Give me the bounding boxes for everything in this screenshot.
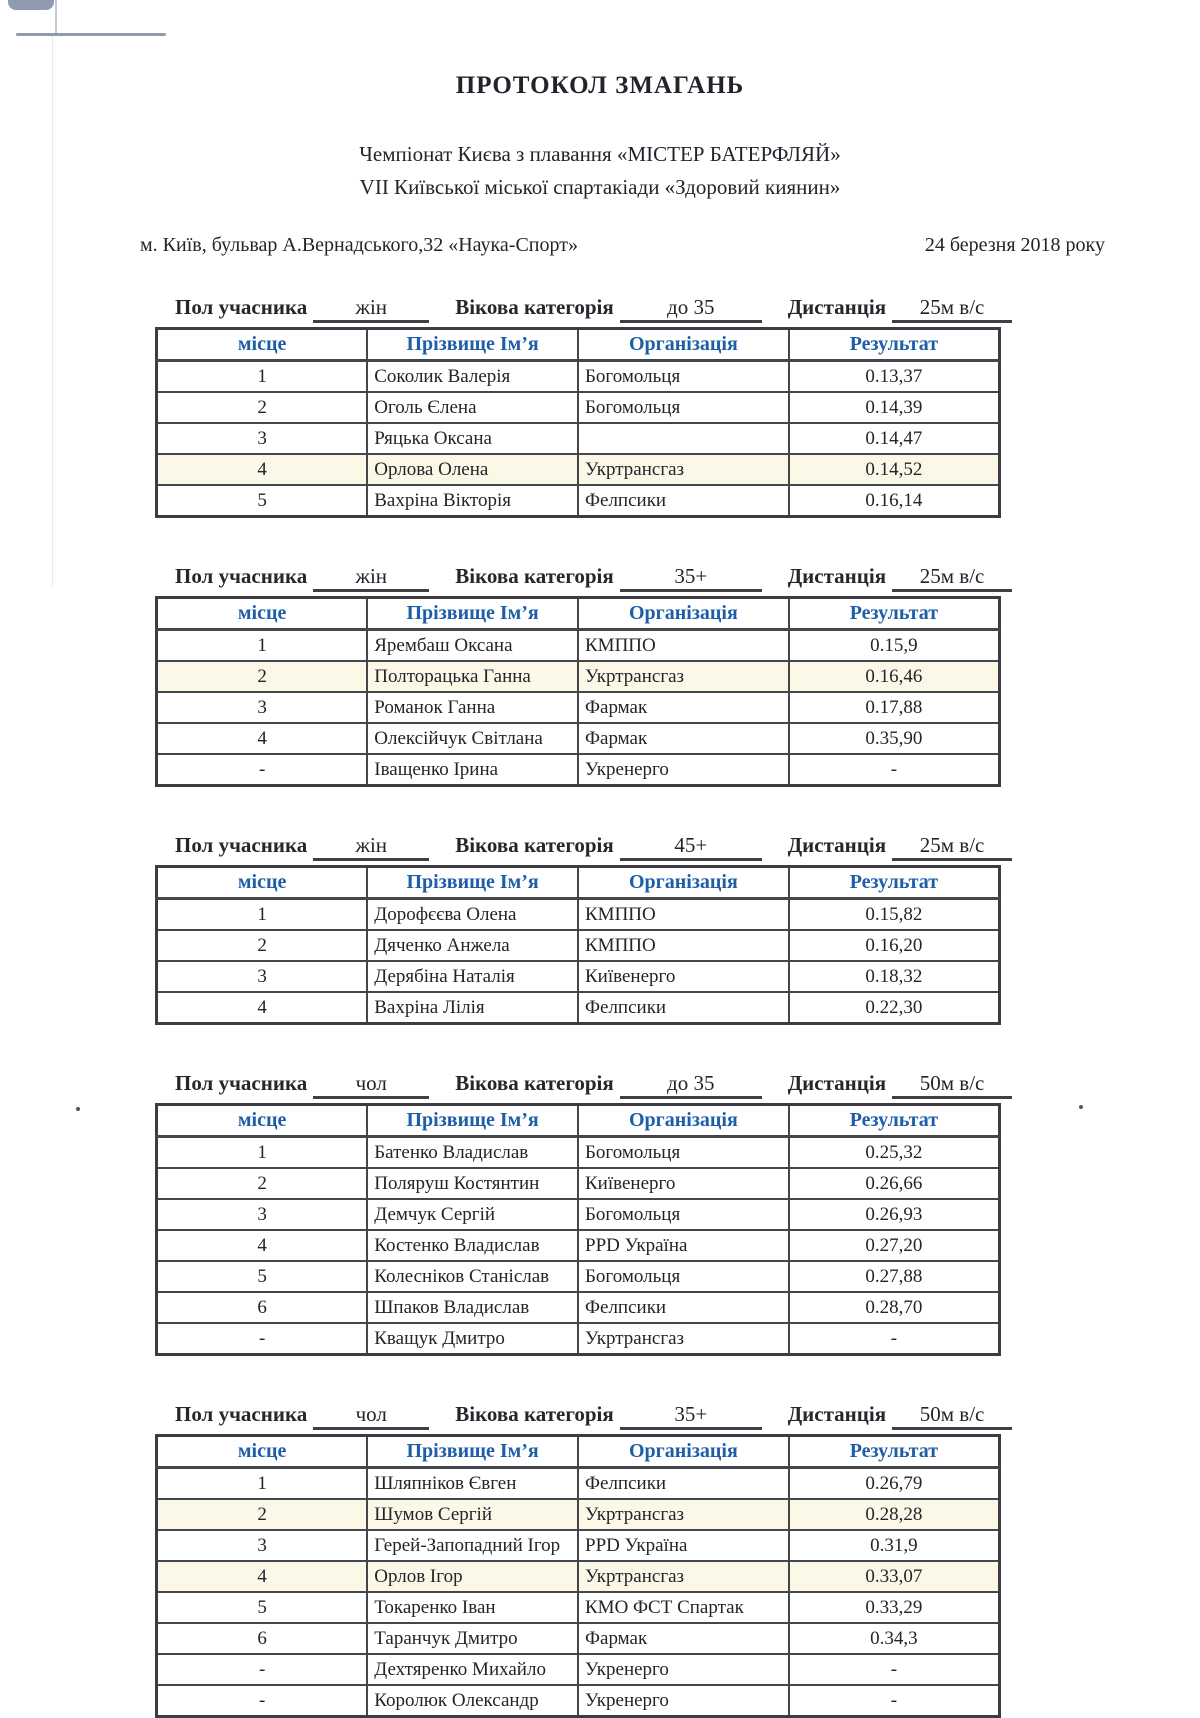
distance-value: 25м в/с (892, 833, 1012, 861)
results-table (155, 1103, 1001, 1356)
age-category-value: до 35 (620, 1071, 762, 1099)
sections (155, 295, 1001, 1718)
place-cell: 3 (157, 1199, 368, 1230)
result-cell: 0.33,29 (789, 1592, 1000, 1623)
column-header: Прізвище Ім’я (367, 329, 578, 361)
name-cell: Ряцька Оксана (367, 423, 578, 454)
age-category-value: 45+ (620, 833, 762, 861)
table-header-row (157, 598, 1000, 630)
organization-cell: PPD Україна (578, 1230, 789, 1261)
table-row (157, 485, 1000, 517)
scan-crease-vertical (55, 0, 57, 34)
name-cell: Орлов Ігор (367, 1561, 578, 1592)
age-category-label: Вікова категорія (455, 833, 614, 857)
result-cell: 0.14,39 (789, 392, 1000, 423)
gender-label: Пол учасника (175, 295, 308, 319)
column-header: Прізвище Ім’я (367, 1436, 578, 1468)
gender-value: чол (313, 1402, 429, 1430)
table-row (157, 454, 1000, 485)
column-header: місце (157, 1436, 368, 1468)
result-cell: 0.22,30 (789, 992, 1000, 1024)
name-cell: Кващук Дмитро (367, 1323, 578, 1355)
table-row (157, 1592, 1000, 1623)
column-header: Результат (789, 1436, 1000, 1468)
scan-crease-faint (52, 36, 53, 586)
column-header: Результат (789, 329, 1000, 361)
place-cell: 3 (157, 1530, 368, 1561)
results-table (155, 865, 1001, 1025)
ink-speck (76, 1107, 80, 1111)
name-cell: Таранчук Дмитро (367, 1623, 578, 1654)
table-row (157, 1199, 1000, 1230)
column-header: Прізвище Ім’я (367, 867, 578, 899)
column-header: Організація (578, 867, 789, 899)
result-cell: 0.17,88 (789, 692, 1000, 723)
section-header (155, 1402, 1001, 1430)
results-section (155, 833, 1001, 1025)
table-row (157, 692, 1000, 723)
result-cell: 0.16,14 (789, 485, 1000, 517)
name-cell: Королюк Олександр (367, 1685, 578, 1717)
name-cell: Іващенко Ірина (367, 754, 578, 786)
organization-cell: Фелпсики (578, 1292, 789, 1323)
distance-value: 25м в/с (892, 564, 1012, 592)
result-cell: 0.31,9 (789, 1530, 1000, 1561)
column-header: Прізвище Ім’я (367, 1105, 578, 1137)
result-cell: - (789, 754, 1000, 786)
column-header: Організація (578, 598, 789, 630)
organization-cell: Богомольця (578, 1261, 789, 1292)
age-category-value: до 35 (620, 295, 762, 323)
age-category-value: 35+ (620, 1402, 762, 1430)
gender-label: Пол учасника (175, 1402, 308, 1426)
table-row (157, 392, 1000, 423)
place-cell: 2 (157, 661, 368, 692)
table-row (157, 1168, 1000, 1199)
name-cell: Вахріна Вікторія (367, 485, 578, 517)
name-cell: Поляруш Костянтин (367, 1168, 578, 1199)
place-cell: 4 (157, 1230, 368, 1261)
table-header-row (157, 867, 1000, 899)
gender-label: Пол учасника (175, 833, 308, 857)
results-table (155, 1434, 1001, 1718)
name-cell: Романок Ганна (367, 692, 578, 723)
name-cell: Колесніков Станіслав (367, 1261, 578, 1292)
table-header-row (157, 1436, 1000, 1468)
table-row (157, 1261, 1000, 1292)
name-cell: Дерябіна Наталія (367, 961, 578, 992)
place-cell: 1 (157, 1468, 368, 1500)
result-cell: 0.33,07 (789, 1561, 1000, 1592)
results-section (155, 1402, 1001, 1718)
place-cell: 5 (157, 1261, 368, 1292)
distance-label: Дистанція (787, 1402, 887, 1426)
result-cell: 0.34,3 (789, 1623, 1000, 1654)
place-cell: 1 (157, 1137, 368, 1169)
table-row (157, 1499, 1000, 1530)
date-text: 24 березня 2018 року (924, 234, 1105, 256)
gender-value: жін (313, 833, 429, 861)
result-cell: 0.14,47 (789, 423, 1000, 454)
results-table (155, 327, 1001, 518)
name-cell: Олексійчук Світлана (367, 723, 578, 754)
distance-label: Дистанція (787, 1071, 887, 1095)
name-cell: Дехтяренко Михайло (367, 1654, 578, 1685)
place-cell: 5 (157, 485, 368, 517)
organization-cell: Фармак (578, 723, 789, 754)
table-row (157, 723, 1000, 754)
result-cell: 0.28,28 (789, 1499, 1000, 1530)
name-cell: Шляпніков Євген (367, 1468, 578, 1500)
result-cell: 0.16,20 (789, 930, 1000, 961)
name-cell: Костенко Владислав (367, 1230, 578, 1261)
table-row (157, 1137, 1000, 1169)
gender-label: Пол учасника (175, 564, 308, 588)
organization-cell: Фармак (578, 692, 789, 723)
table-row (157, 661, 1000, 692)
column-header: Результат (789, 1105, 1000, 1137)
place-cell: 2 (157, 1168, 368, 1199)
results-section (155, 295, 1001, 518)
organization-cell: Фармак (578, 1623, 789, 1654)
name-cell: Шпаков Владислав (367, 1292, 578, 1323)
name-cell: Демчук Сергій (367, 1199, 578, 1230)
place-cell: 5 (157, 1592, 368, 1623)
table-row (157, 961, 1000, 992)
result-cell: - (789, 1323, 1000, 1355)
organization-cell: Укртрансгаз (578, 661, 789, 692)
organization-cell: Укртрансгаз (578, 454, 789, 485)
gender-value: жін (313, 564, 429, 592)
place-cell: 4 (157, 992, 368, 1024)
gender-value: чол (313, 1071, 429, 1099)
place-cell: 6 (157, 1292, 368, 1323)
result-cell: 0.26,79 (789, 1468, 1000, 1500)
table-row (157, 361, 1000, 393)
organization-cell: Фелпсики (578, 485, 789, 517)
ink-speck (1079, 1105, 1083, 1109)
column-header: Прізвище Ім’я (367, 598, 578, 630)
table-header-row (157, 329, 1000, 361)
column-header: Організація (578, 1105, 789, 1137)
name-cell: Герей-Запопадний Ігор (367, 1530, 578, 1561)
age-category-label: Вікова категорія (455, 1071, 614, 1095)
name-cell: Оголь Єлена (367, 392, 578, 423)
organization-cell: КМППО (578, 899, 789, 931)
result-cell: 0.14,52 (789, 454, 1000, 485)
table-row (157, 930, 1000, 961)
result-cell: 0.26,93 (789, 1199, 1000, 1230)
organization-cell: Фелпсики (578, 1468, 789, 1500)
section-header (155, 833, 1001, 861)
organization-cell: КМО ФСТ Спартак (578, 1592, 789, 1623)
table-row (157, 992, 1000, 1024)
column-header: Результат (789, 867, 1000, 899)
table-row (157, 630, 1000, 662)
result-cell: 0.25,32 (789, 1137, 1000, 1169)
name-cell: Вахріна Лілія (367, 992, 578, 1024)
result-cell: 0.16,46 (789, 661, 1000, 692)
name-cell: Полторацька Ганна (367, 661, 578, 692)
section-header (155, 295, 1001, 323)
table-row (157, 1561, 1000, 1592)
organization-cell: Київенерго (578, 1168, 789, 1199)
organization-cell: Київенерго (578, 961, 789, 992)
result-cell: 0.27,88 (789, 1261, 1000, 1292)
results-section (155, 564, 1001, 787)
place-cell: - (157, 1685, 368, 1717)
organization-cell: Богомольця (578, 392, 789, 423)
result-cell: - (789, 1654, 1000, 1685)
gender-label: Пол учасника (175, 1071, 308, 1095)
column-header: Організація (578, 329, 789, 361)
place-cell: - (157, 1654, 368, 1685)
results-section (155, 1071, 1001, 1356)
table-row (157, 1685, 1000, 1717)
place-cell: 2 (157, 1499, 368, 1530)
name-cell: Орлова Олена (367, 454, 578, 485)
scan-corner-smudge (8, 0, 54, 10)
distance-label: Дистанція (787, 295, 887, 319)
table-row (157, 1623, 1000, 1654)
table-row (157, 1468, 1000, 1500)
name-cell: Шумов Сергій (367, 1499, 578, 1530)
result-cell: 0.27,20 (789, 1230, 1000, 1261)
result-cell: 0.18,32 (789, 961, 1000, 992)
spartakiad-name: VII Київської міської спартакіади «Здоровий киянин» (359, 175, 841, 199)
distance-label: Дистанція (787, 833, 887, 857)
place-cell: 4 (157, 1561, 368, 1592)
organization-cell: Фелпсики (578, 992, 789, 1024)
result-cell: 0.28,70 (789, 1292, 1000, 1323)
section-header (155, 564, 1001, 592)
age-category-label: Вікова категорія (455, 1402, 614, 1426)
place-cell: 3 (157, 961, 368, 992)
gender-value: жін (313, 295, 429, 323)
organization-cell (578, 423, 789, 454)
column-header: місце (157, 1105, 368, 1137)
section-header (155, 1071, 1001, 1099)
age-category-label: Вікова категорія (455, 295, 614, 319)
age-category-value: 35+ (620, 564, 762, 592)
column-header: місце (157, 329, 368, 361)
place-cell: 3 (157, 692, 368, 723)
name-cell: Батенко Владислав (367, 1137, 578, 1169)
place-cell: - (157, 754, 368, 786)
result-cell: 0.13,37 (789, 361, 1000, 393)
organization-cell: Укренерго (578, 1654, 789, 1685)
column-header: Організація (578, 1436, 789, 1468)
place-cell: 4 (157, 454, 368, 485)
result-cell: - (789, 1685, 1000, 1717)
column-header: місце (157, 598, 368, 630)
name-cell: Дорофєєва Олена (367, 899, 578, 931)
table-row (157, 1530, 1000, 1561)
age-category-label: Вікова категорія (455, 564, 614, 588)
organization-cell: Укренерго (578, 1685, 789, 1717)
meta-row (140, 234, 1105, 257)
organization-cell: PPD Україна (578, 1530, 789, 1561)
table-row (157, 423, 1000, 454)
result-cell: 0.15,82 (789, 899, 1000, 931)
organization-cell: Укртрансгаз (578, 1499, 789, 1530)
table-row (157, 1230, 1000, 1261)
organization-cell: Богомольця (578, 361, 789, 393)
table-row (157, 754, 1000, 786)
scan-crease-horizontal (16, 33, 166, 36)
organization-cell: Укртрансгаз (578, 1561, 789, 1592)
organization-cell: Богомольця (578, 1199, 789, 1230)
table-row (157, 1323, 1000, 1355)
place-cell: 1 (157, 630, 368, 662)
place-cell: - (157, 1323, 368, 1355)
page-title: ПРОТОКОЛ ЗМАГАНЬ (455, 72, 745, 99)
distance-value: 50м в/с (892, 1402, 1012, 1430)
results-table (155, 596, 1001, 787)
venue-text: м. Київ, бульвар А.Вернадського,32 «Наука-Спорт» (140, 234, 578, 256)
table-row (157, 899, 1000, 931)
organization-cell: Укренерго (578, 754, 789, 786)
column-header: місце (157, 867, 368, 899)
name-cell: Токаренко Іван (367, 1592, 578, 1623)
result-cell: 0.15,9 (789, 630, 1000, 662)
result-cell: 0.26,66 (789, 1168, 1000, 1199)
table-row (157, 1292, 1000, 1323)
organization-cell: Богомольця (578, 1137, 789, 1169)
distance-value: 25м в/с (892, 295, 1012, 323)
name-cell: Дяченко Анжела (367, 930, 578, 961)
distance-value: 50м в/с (892, 1071, 1012, 1099)
place-cell: 2 (157, 392, 368, 423)
organization-cell: КМППО (578, 630, 789, 662)
place-cell: 1 (157, 361, 368, 393)
competition-name: Чемпіонат Києва з плавання «МІСТЕР БАТЕРФЛЯЙ» (359, 142, 841, 166)
table-row (157, 1654, 1000, 1685)
name-cell: Соколик Валерія (367, 361, 578, 393)
distance-label: Дистанція (787, 564, 887, 588)
place-cell: 2 (157, 930, 368, 961)
organization-cell: КМППО (578, 930, 789, 961)
name-cell: Ярембаш Оксана (367, 630, 578, 662)
result-cell: 0.35,90 (789, 723, 1000, 754)
place-cell: 6 (157, 1623, 368, 1654)
place-cell: 4 (157, 723, 368, 754)
table-header-row (157, 1105, 1000, 1137)
place-cell: 1 (157, 899, 368, 931)
organization-cell: Укртрансгаз (578, 1323, 789, 1355)
column-header: Результат (789, 598, 1000, 630)
place-cell: 3 (157, 423, 368, 454)
